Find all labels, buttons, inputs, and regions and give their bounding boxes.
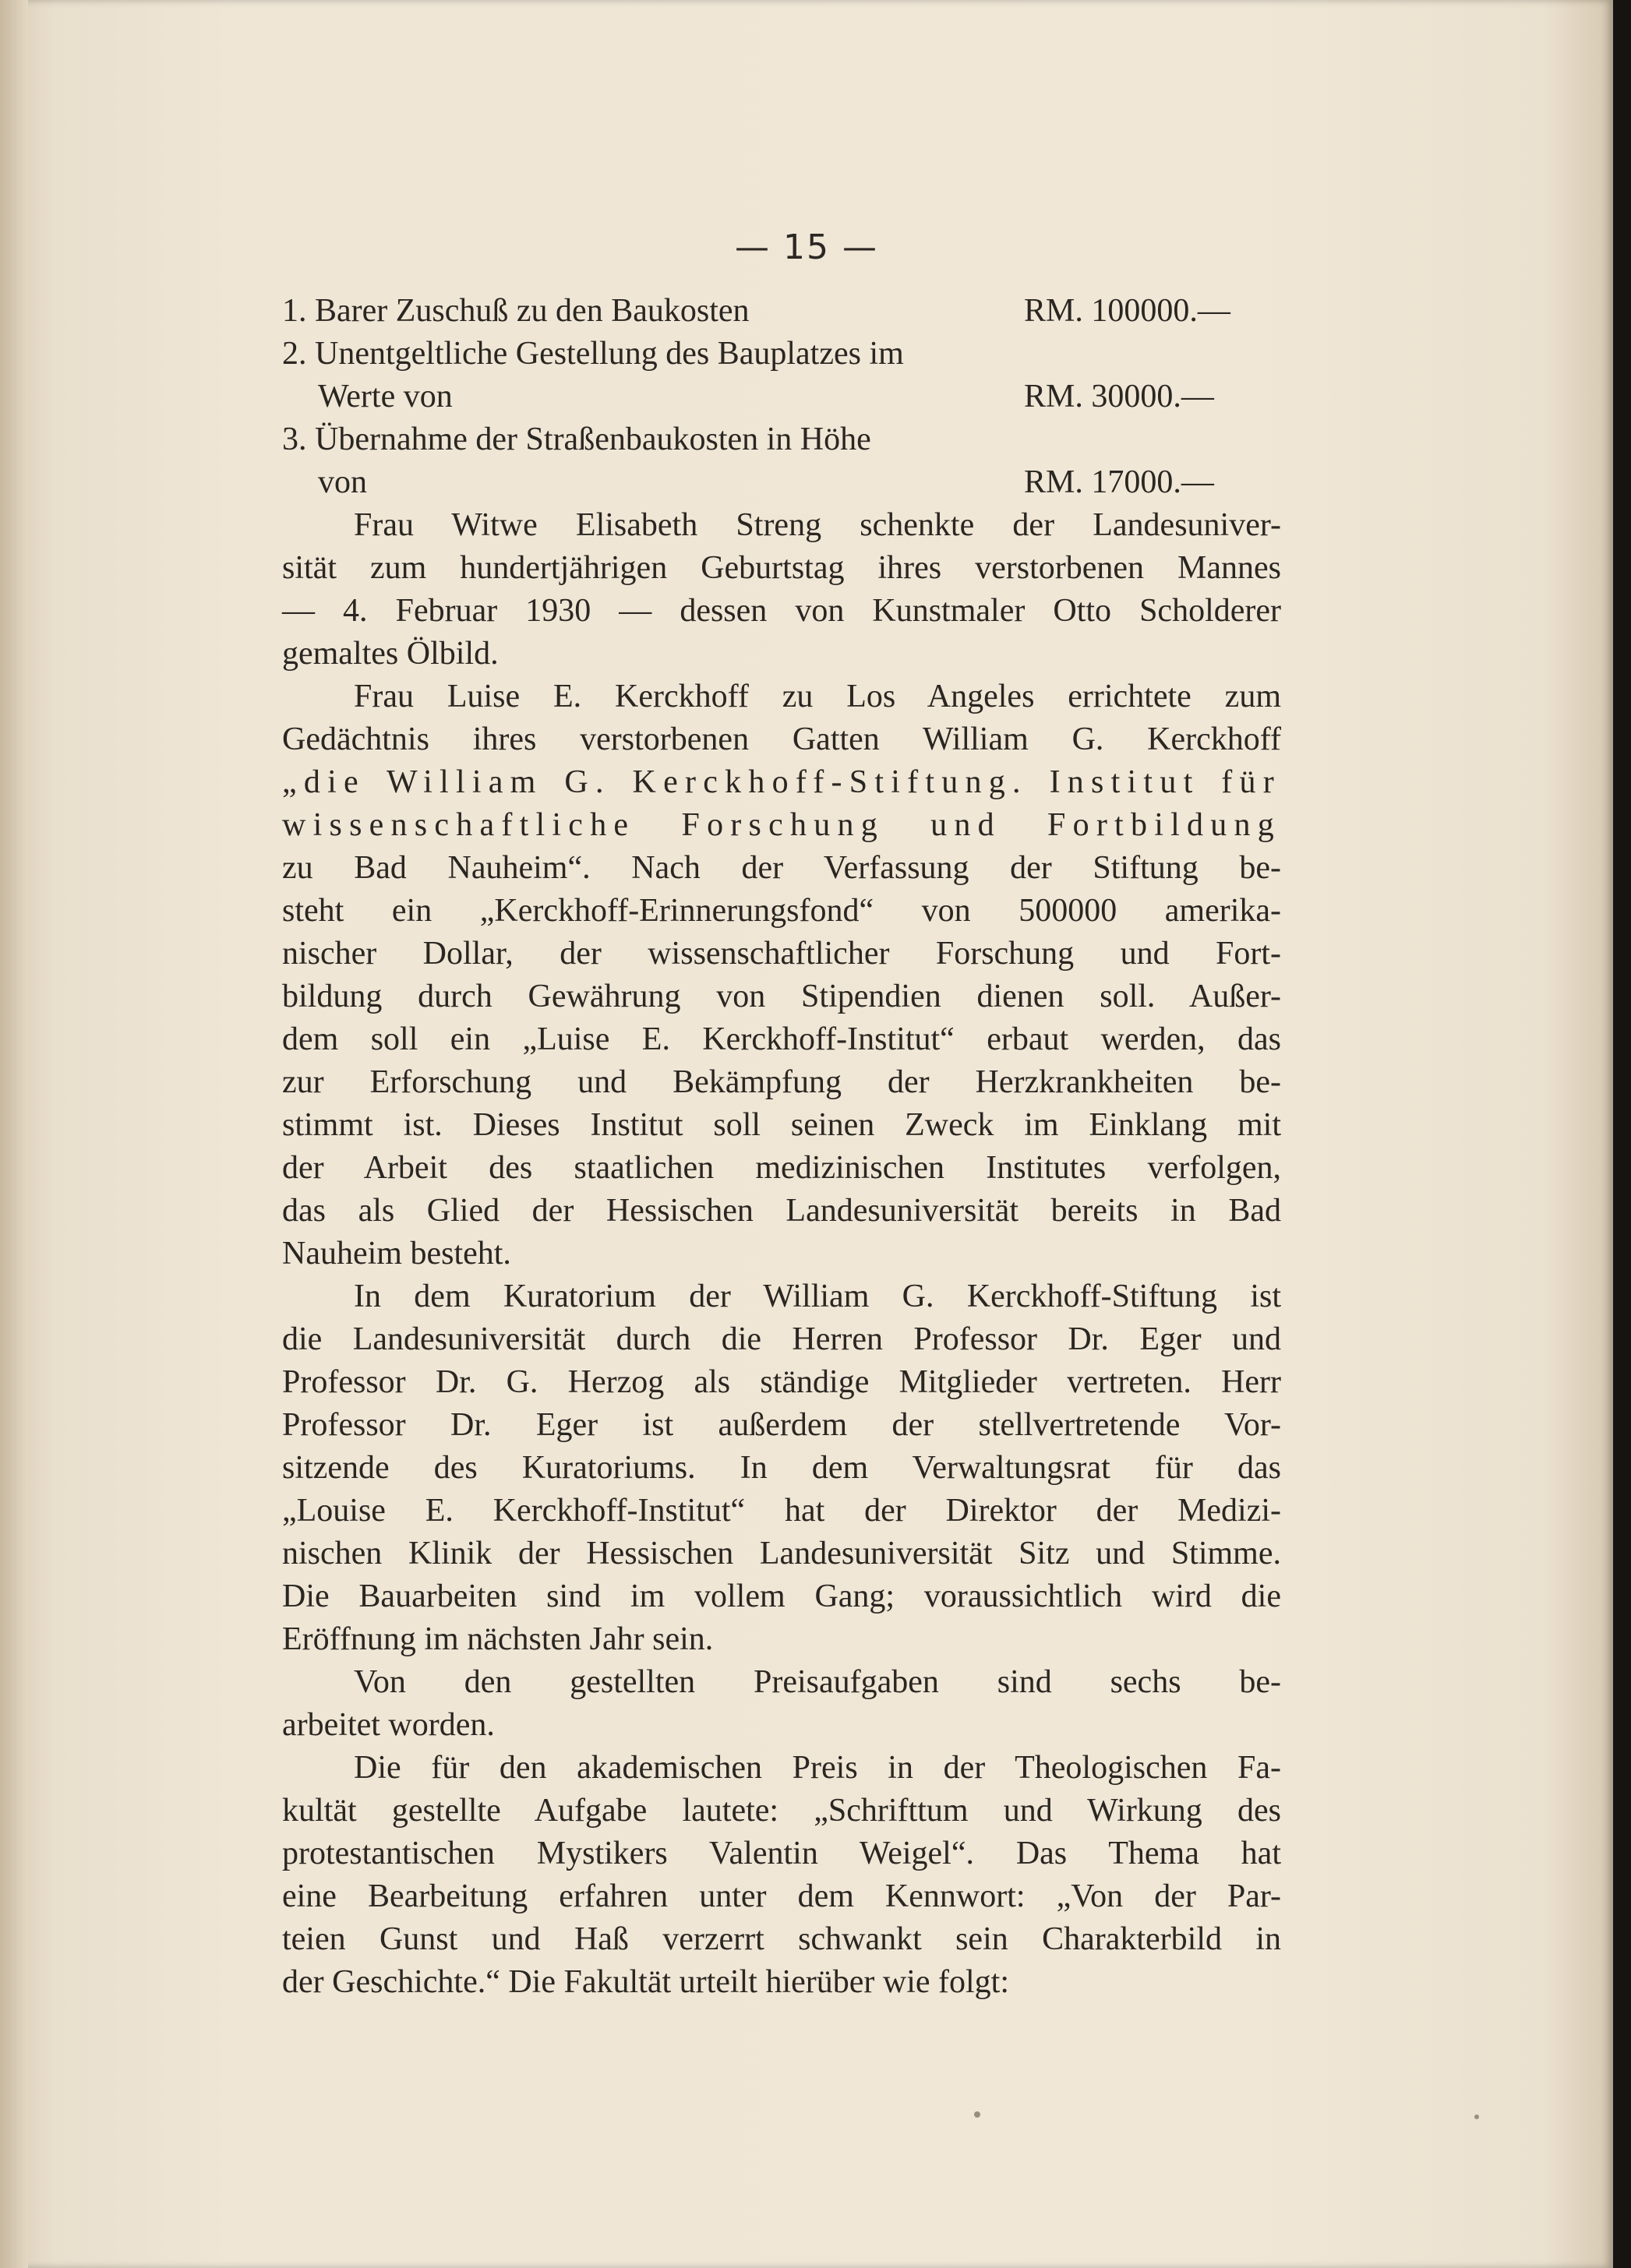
- text-line: eine Bearbeitung erfahren unter dem Kennwort: „Von der Par-: [282, 1878, 1281, 1914]
- text-line: stimmt ist. Dieses Institut soll seinen Zweck im Einklang mit: [282, 1107, 1281, 1143]
- text-line: der Arbeit des staatlichen medizinischen Institutes verfolgen,: [282, 1150, 1281, 1186]
- list-item: [282, 290, 1281, 333]
- text-line: Professor Dr. G. Herzog als ständige Mitglieder vertreten. Herr: [282, 1364, 1281, 1400]
- text-line: wissenschaftliche Forschung und Fortbildung: [282, 807, 1281, 843]
- text-line: bildung durch Gewährung von Stipendien dienen soll. Außer-: [282, 979, 1281, 1014]
- text-line: nischen Klinik der Hessischen Landesuniversität Sitz und Stimme.: [282, 1536, 1281, 1571]
- text-line: nischer Dollar, der wissenschaftlicher Forschung und Fort-: [282, 936, 1281, 972]
- text-line: zu Bad Nauheim“. Nach der Verfassung der Stiftung be-: [282, 850, 1281, 886]
- text-line: „Louise E. Kerckhoff-Institut“ hat der Direktor der Medizi-: [282, 1493, 1281, 1529]
- text-line: gemaltes Ölbild.: [282, 636, 499, 672]
- text-line: sität zum hundertjährigen Geburtstag ihres verstorbenen Mannes: [282, 550, 1281, 586]
- item-label: von: [318, 464, 367, 500]
- text-line: protestantischen Mystikers Valentin Weigel“. Das Thema hat: [282, 1836, 1281, 1871]
- body-text: [282, 290, 1281, 2004]
- list-item: [282, 461, 1281, 504]
- text-line: Nauheim besteht.: [282, 1236, 511, 1272]
- text-line: Gedächtnis ihres verstorbenen Gatten William G. Kerckhoff: [282, 721, 1281, 757]
- text-line: Frau Luise E. Kerckhoff zu Los Angeles errichtete zum: [354, 679, 1281, 714]
- text-line: „die William G. Kerckhoff-Stiftung. Institut für: [282, 764, 1281, 800]
- item-label: 1. Barer Zuschuß zu den Baukosten: [282, 293, 750, 329]
- text-line: sitzende des Kuratoriums. In dem Verwaltungsrat für das: [282, 1450, 1281, 1486]
- text-line: Die für den akademischen Preis in der Theologischen Fa-: [354, 1750, 1281, 1786]
- item-label: 2. Unentgeltliche Gestellung des Bauplatzes im: [282, 336, 904, 372]
- binding-gutter: [0, 0, 28, 2268]
- text-line: — 4. Februar 1930 — dessen von Kunstmaler Otto Scholderer: [282, 593, 1281, 629]
- text-line: Eröffnung im nächsten Jahr sein.: [282, 1621, 714, 1657]
- text-line: die Landesuniversität durch die Herren Professor Dr. Eger und: [282, 1321, 1281, 1357]
- text-line: Von den gestellten Preisaufgaben sind sechs be-: [354, 1664, 1281, 1700]
- text-line: arbeitet worden.: [282, 1707, 495, 1743]
- item-amount: RM. 100000.—: [1024, 293, 1230, 329]
- item-label: 3. Übernahme der Straßenbaukosten in Höhe: [282, 422, 871, 457]
- text-line: kultät gestellte Aufgabe lautete: „Schrifttum und Wirkung des: [282, 1793, 1281, 1829]
- text-line: teien Gunst und Haß verzerrt schwankt sein Charakterbild in: [282, 1921, 1281, 1957]
- scan-edge: [1613, 0, 1631, 2268]
- item-amount: RM. 17000.—: [1024, 464, 1214, 500]
- text-line: Die Bauarbeiten sind im vollem Gang; voraussichtlich wird die: [282, 1578, 1281, 1614]
- text-line: Frau Witwe Elisabeth Streng schenkte der Landesuniver-: [354, 507, 1281, 543]
- text-line: der Geschichte.“ Die Fakultät urteilt hierüber wie folgt:: [282, 1964, 1010, 2000]
- paper-speck: [974, 2111, 980, 2118]
- text-line: das als Glied der Hessischen Landesuniversität bereits in Bad: [282, 1193, 1281, 1229]
- text-line: zur Erforschung und Bekämpfung der Herzkrankheiten be-: [282, 1064, 1281, 1100]
- text-line: dem soll ein „Luise E. Kerckhoff-Institut“ erbaut werden, das: [282, 1021, 1281, 1057]
- page-number: — 15 —: [735, 228, 878, 267]
- paper-speck: [1474, 2115, 1479, 2119]
- text-line: Professor Dr. Eger ist außerdem der stellvertretende Vor-: [282, 1407, 1281, 1443]
- list-item: [282, 376, 1281, 418]
- list-item: [282, 333, 1281, 376]
- text-line: steht ein „Kerckhoff-Erinnerungsfond“ von 500000 amerika-: [282, 893, 1281, 929]
- text-line: In dem Kuratorium der William G. Kerckhoff-Stiftung ist: [354, 1279, 1281, 1314]
- list-item: [282, 418, 1281, 461]
- item-amount: RM. 30000.—: [1024, 379, 1214, 414]
- item-label: Werte von: [318, 379, 453, 414]
